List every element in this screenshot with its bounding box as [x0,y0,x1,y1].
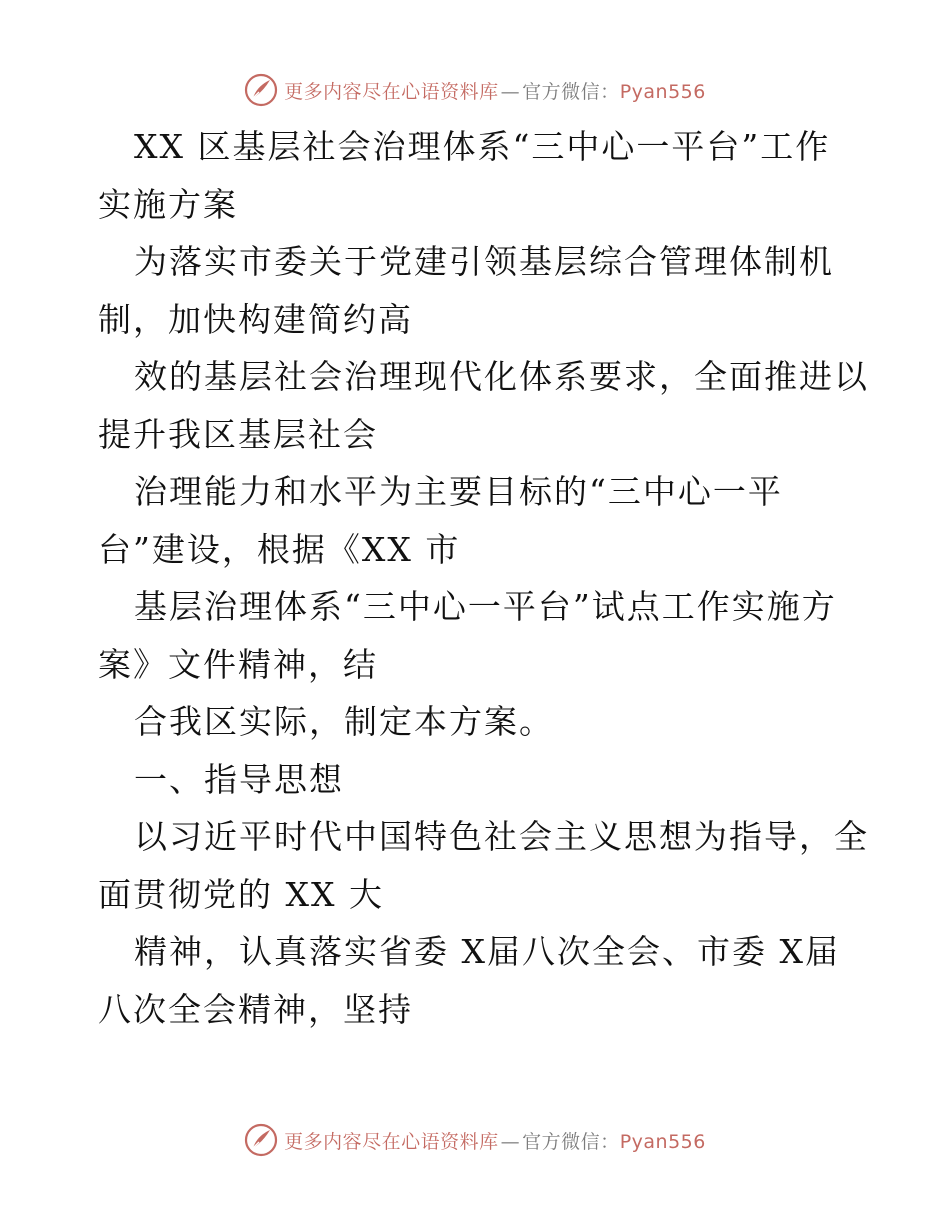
text-line: 以习近平时代中国特色社会主义思想为指导，全 [134,817,869,856]
text-line: 实施方案 [98,184,238,224]
text-line: 效的基层社会治理现代化体系要求，全面推进以 [134,357,869,396]
banner-separator: — [500,80,521,103]
text-line: XX 区基层社会治理体系“三中心一平台”工作 [134,127,831,166]
banner-label: 官方微信： [522,1130,620,1153]
quill-logo-icon [244,73,278,107]
text-line: 八次全会精神，坚持 [98,989,413,1029]
banner-separator: — [500,1130,521,1153]
text-line: 精神，认真落实省委 X届八次全会、市委 X届 [134,932,840,971]
banner-brand: 更多内容尽在心语资料库 [284,1130,499,1153]
document-body [98,118,868,1038]
text-line: 制，加快构建简约高 [98,299,413,339]
footer-banner [0,1120,950,1160]
text-line: 为落实市委关于党建引领基层综合管理体制机 [134,242,834,281]
text-line: 面贯彻党的 XX 大 [98,874,384,914]
text-line: 合我区实际，制定本方案。 [134,702,554,741]
text-line: 台”建设，根据《XX 市 [98,529,461,569]
banner-text [284,1127,706,1154]
banner-brand: 更多内容尽在心语资料库 [284,80,499,103]
banner-label: 官方微信： [522,80,620,103]
banner-wechat-id: Pyan556 [619,1130,706,1153]
text-line: 治理能力和水平为主要目标的“三中心一平 [134,472,783,511]
quill-logo-icon [244,1123,278,1157]
header-banner [0,70,950,110]
text-line: 案》文件精神，结 [98,644,378,684]
banner-wechat-id: Pyan556 [619,80,706,103]
banner-text [284,77,706,104]
text-line: 提升我区基层社会 [98,414,378,454]
text-line: 基层治理体系“三中心一平台”试点工作实施方 [134,587,837,626]
text-line: 一、指导思想 [134,759,344,799]
